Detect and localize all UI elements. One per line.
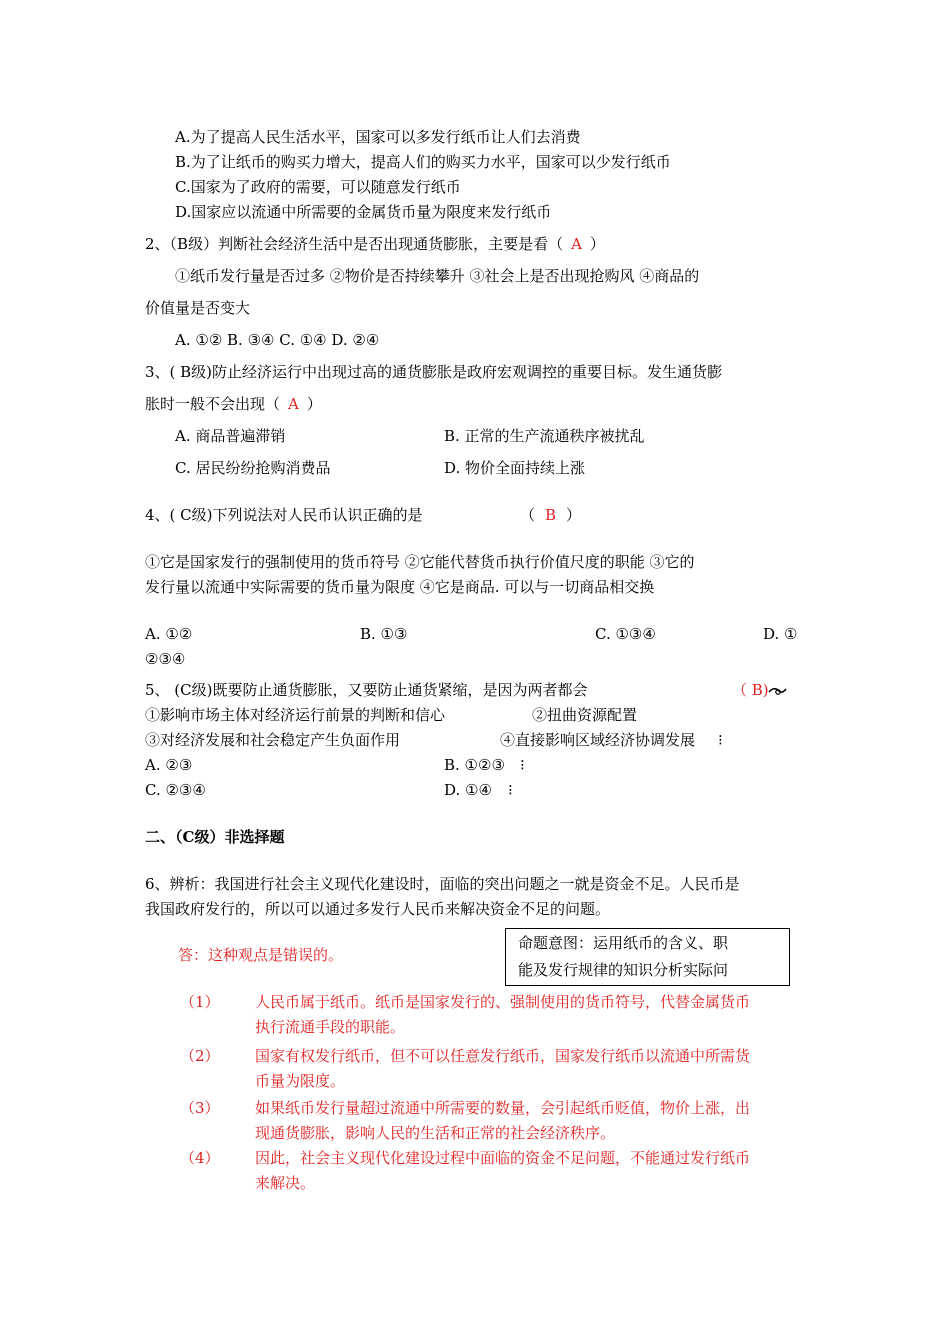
point-4-number: （4） <box>180 1149 220 1167</box>
q4-paren-close: ） <box>566 506 582 524</box>
section2-title: 二、（C级）非选择题 <box>145 828 285 846</box>
point-4-line2: 来解决。 <box>255 1174 316 1192</box>
q5-option-b: B. ①②③ <box>444 756 505 774</box>
point-2-number: （2） <box>180 1047 220 1065</box>
q4-option-d: D. ① <box>763 625 798 643</box>
q4-stem: 4、( C级)下列说法对人民币认识正确的是 <box>145 506 423 524</box>
point-3-number: （3） <box>180 1099 220 1117</box>
q4-items-line1: ①它是国家发行的强制使用的货币符号 ②它能代替货币执行价值尺度的职能 ③它的 <box>145 553 695 571</box>
q4-paren-open: （ <box>520 506 536 524</box>
q2-stem <box>145 234 605 254</box>
q2-answer: A <box>571 235 582 253</box>
intent-note-box <box>505 928 790 986</box>
q2-items-line2: 价值量是否变大 <box>145 299 251 317</box>
q5-option-a: A. ②③ <box>145 756 193 774</box>
q2-stem-text: 2、（B级）判断社会经济生活中是否出现通货膨胀，主要是看（ <box>145 235 564 253</box>
q5-stem: 5、 (C级)既要防止通货膨胀，又要防止通货紧缩，是因为两者都会 <box>145 681 588 699</box>
intent-note-line1: 命题意图：运用纸币的含义、职 <box>518 934 729 952</box>
q4-option-b: B. ①③ <box>360 625 408 643</box>
q3-option-d: D. 物价全面持续上涨 <box>444 459 586 477</box>
q5-answer: （ B) <box>732 681 769 699</box>
q4-option-a: A. ①② <box>145 625 193 643</box>
decorative-mark-icon <box>768 684 788 698</box>
intent-note-line2: 能及发行规律的知识分析实际问 <box>518 961 729 979</box>
q4-option-d-cont: ②③④ <box>145 650 186 668</box>
q3-stem-line2 <box>145 394 322 414</box>
q1-option-c: C.国家为了政府的需要，可以随意发行纸币 <box>175 178 461 196</box>
point-3-line2: 现通货膨胀，影响人民的生活和正常的社会经济秩序。 <box>255 1124 616 1142</box>
q5-item-4: ④直接影响区域经济协调发展 <box>500 731 696 749</box>
q3-stem-close: ） <box>306 395 322 413</box>
q5-option-c: C. ②③④ <box>145 781 206 799</box>
q5-option-d: D. ①④ <box>444 781 492 799</box>
q1-option-a: A.为了提高人民生活水平，国家可以多发行纸币让人们去消费 <box>175 128 581 146</box>
q4-answer: B <box>545 506 557 524</box>
point-1-line1: 人民币属于纸币。纸币是国家发行的、强制使用的货币符号，代替金属货币 <box>255 993 751 1011</box>
q3-stem-line1: 3、( B级)防止经济运行中出现过高的通货膨胀是政府宏观调控的重要目标。发生通货膨 <box>145 363 723 381</box>
q6-answer-intro: 答：这种观点是错误的。 <box>178 946 344 964</box>
q2-options: A. ①② B. ③④ C. ①④ D. ②④ <box>175 331 380 349</box>
q5-dotted-mark: ⁝ <box>718 731 723 749</box>
q5-item-2: ②扭曲资源配置 <box>532 706 638 724</box>
point-2-line1: 国家有权发行纸币，但不可以任意发行纸币，国家发行纸币以流通中所需货 <box>255 1047 751 1065</box>
point-1-number: （1） <box>180 993 220 1011</box>
q3-answer: A <box>288 395 299 413</box>
q3-option-a: A. 商品普遍滞销 <box>175 427 286 445</box>
q2-items-line1: ①纸币发行量是否过多 ②物价是否持续攀升 ③社会上是否出现抢购风 ④商品的 <box>175 267 700 285</box>
q3-option-b: B. 正常的生产流通秩序被扰乱 <box>444 427 645 445</box>
q4-answer-bracket <box>520 505 581 525</box>
q6-stem-line2: 我国政府发行的，所以可以通过多发行人民币来解决资金不足的问题。 <box>145 900 611 918</box>
point-3-line1: 如果纸币发行量超过流通中所需要的数量，会引起纸币贬值，物价上涨，出 <box>255 1099 751 1117</box>
q1-option-b: B.为了让纸币的购买力增大，提高人们的购买力水平，国家可以少发行纸币 <box>175 153 671 171</box>
q4-items-line2: 发行量以流通中实际需要的货币量为限度 ④它是商品. 可以与一切商品相交换 <box>145 578 655 596</box>
q5-item-1: ①影响市场主体对经济运行前景的判断和信心 <box>145 706 446 724</box>
q1-option-d: D.国家应以流通中所需要的金属货币量为限度来发行纸币 <box>175 203 552 221</box>
q5-option-b-mark: ⁝ <box>520 756 525 774</box>
q5-option-d-mark: ⁝ <box>508 781 513 799</box>
q2-stem-close: ） <box>589 235 605 253</box>
point-1-line2: 执行流通手段的职能。 <box>255 1018 406 1036</box>
point-4-line1: 因此，社会主义现代化建设过程中面临的资金不足问题，不能通过发行纸币 <box>255 1149 751 1167</box>
q5-item-3: ③对经济发展和社会稳定产生负面作用 <box>145 731 401 749</box>
q3-option-c: C. 居民纷纷抢购消费品 <box>175 459 331 477</box>
point-2-line2: 币量为限度。 <box>255 1072 346 1090</box>
q3-stem-text: 胀时一般不会出现（ <box>145 395 281 413</box>
q4-option-c: C. ①③④ <box>595 625 656 643</box>
q6-stem-line1: 6、辨析：我国进行社会主义现代化建设时，面临的突出问题之一就是资金不足。人民币是 <box>145 875 740 893</box>
